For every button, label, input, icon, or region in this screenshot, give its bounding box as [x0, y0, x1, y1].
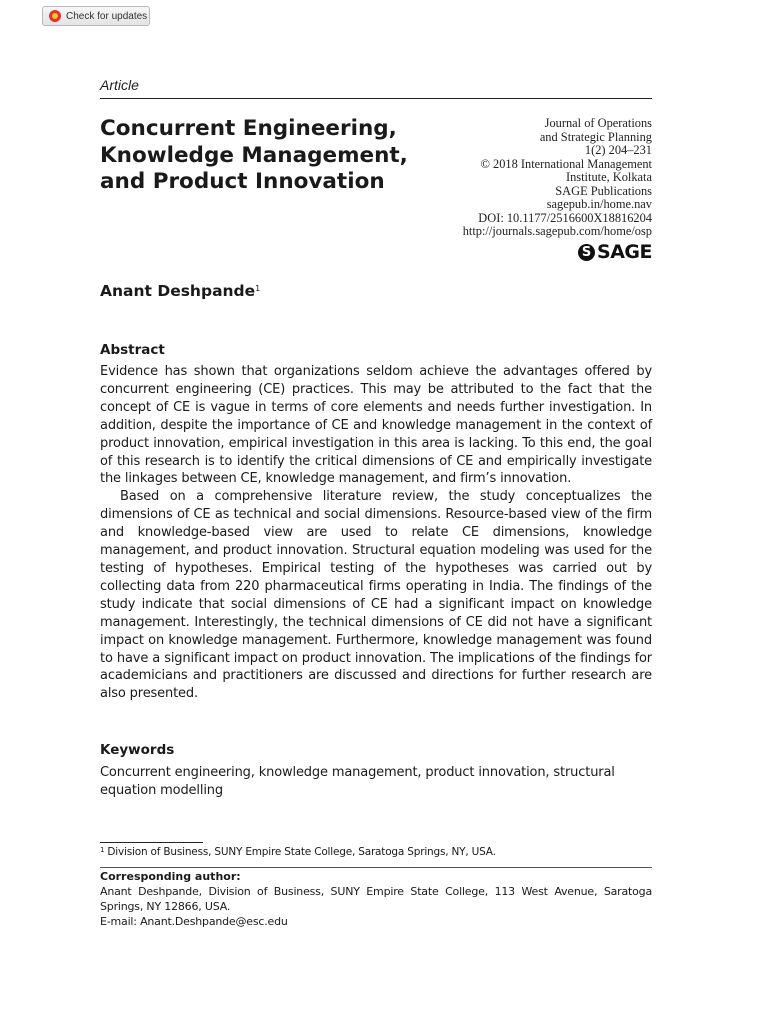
article-type-label: Article: [100, 77, 139, 93]
author-name: [100, 282, 260, 300]
article-title: [100, 116, 440, 196]
header-divider: [100, 98, 652, 99]
doi-link[interactable]: DOI: 10.1177/2516600X18816204: [478, 210, 652, 225]
journal-info-block: [463, 117, 652, 239]
keywords-text: Concurrent engineering, knowledge management, product innovation, structural equation modelling: [100, 765, 615, 798]
keywords-heading: Keywords: [100, 742, 175, 758]
title-line: and Product Innovation: [100, 169, 385, 194]
abstract-paragraph: Evidence has shown that organizations seldom achieve the advantages offered by concurrent engineering (CE) practices. This may be attributed to the fact that the concept of CE is vague in terms of core elements and needs further investigation. In addition, despite the importance of CE and knowledge management in the context of product innovation, empirical investigation in this area is lacking. To this end, the goal of this research is to identify the critical dimensions of CE and empirically investigate the linkages between CE, knowledge management, and firm’s innovation.: [100, 364, 652, 487]
corresponding-author-email[interactable]: E-mail: Anant.Deshpande@esc.edu: [100, 915, 288, 928]
journal-name-line: Journal of Operations: [544, 116, 652, 130]
journal-copyright-location: Institute, Kolkata: [565, 170, 652, 184]
corresponding-author-heading: Corresponding author:: [100, 870, 241, 883]
author-name-text: Anant Deshpande: [100, 282, 256, 300]
title-line: Concurrent Engineering,: [100, 116, 397, 141]
publisher-link[interactable]: sagepub.in/home.nav: [546, 197, 652, 211]
sage-logo-mark-icon: S: [578, 244, 595, 261]
footnote-divider: [100, 842, 203, 843]
footnote-text: Division of Business, SUNY Empire State College, Saratoga Springs, NY, USA.: [107, 846, 496, 858]
check-for-updates-button[interactable]: [42, 6, 150, 26]
abstract-heading: Abstract: [100, 342, 165, 358]
author-affiliation-marker: 1: [255, 284, 261, 293]
corresponding-author-address: Anant Deshpande, Division of Business, SUNY Empire State College, 113 West Avenue, Saratoga Springs, NY 12866, USA.: [100, 885, 652, 913]
crossmark-icon: [49, 10, 61, 22]
journal-homepage-link[interactable]: http://journals.sagepub.com/home/osp: [462, 224, 652, 238]
journal-publisher: SAGE Publications: [555, 183, 652, 198]
title-line: Knowledge Management,: [100, 142, 408, 168]
sage-logo: [578, 241, 652, 263]
sage-logo-text: SAGE: [597, 241, 652, 263]
check-for-updates-label: Check for updates: [66, 10, 148, 22]
corresponding-author-details: [100, 884, 652, 929]
affiliation-footnote: [100, 846, 496, 858]
footnote-marker: 1: [100, 846, 105, 854]
corresponding-author-divider: [100, 867, 652, 868]
abstract-paragraph: Based on a comprehensive literature review, the study conceptualizes the dimensions of CE as technical and social dimensions. Resource-based view of the firm and knowledge-based view are used to relate CE dimensions, knowledge management, and product innovation. Structural equation modeling was used for the testing of hypotheses. Empirical testing of the hypotheses was carried out by collecting data from 220 pharmaceutical firms operating in India. The findings of the study indicate that social dimensions of CE had a significant impact on knowledge management. Interestingly, the technical dimensions of CE did not have a significant impact on knowledge management. Furthermore, knowledge management was found to have a significant impact on product innovation. The implications of the findings for academicians and practitioners are discussed and directions for further research are also presented.: [100, 489, 652, 702]
journal-copyright: © 2018 International Management: [480, 156, 652, 171]
journal-name-line: and Strategic Planning: [539, 129, 652, 144]
journal-volume-pages: 1(2) 204–231: [584, 143, 652, 157]
abstract-body: [100, 363, 652, 703]
